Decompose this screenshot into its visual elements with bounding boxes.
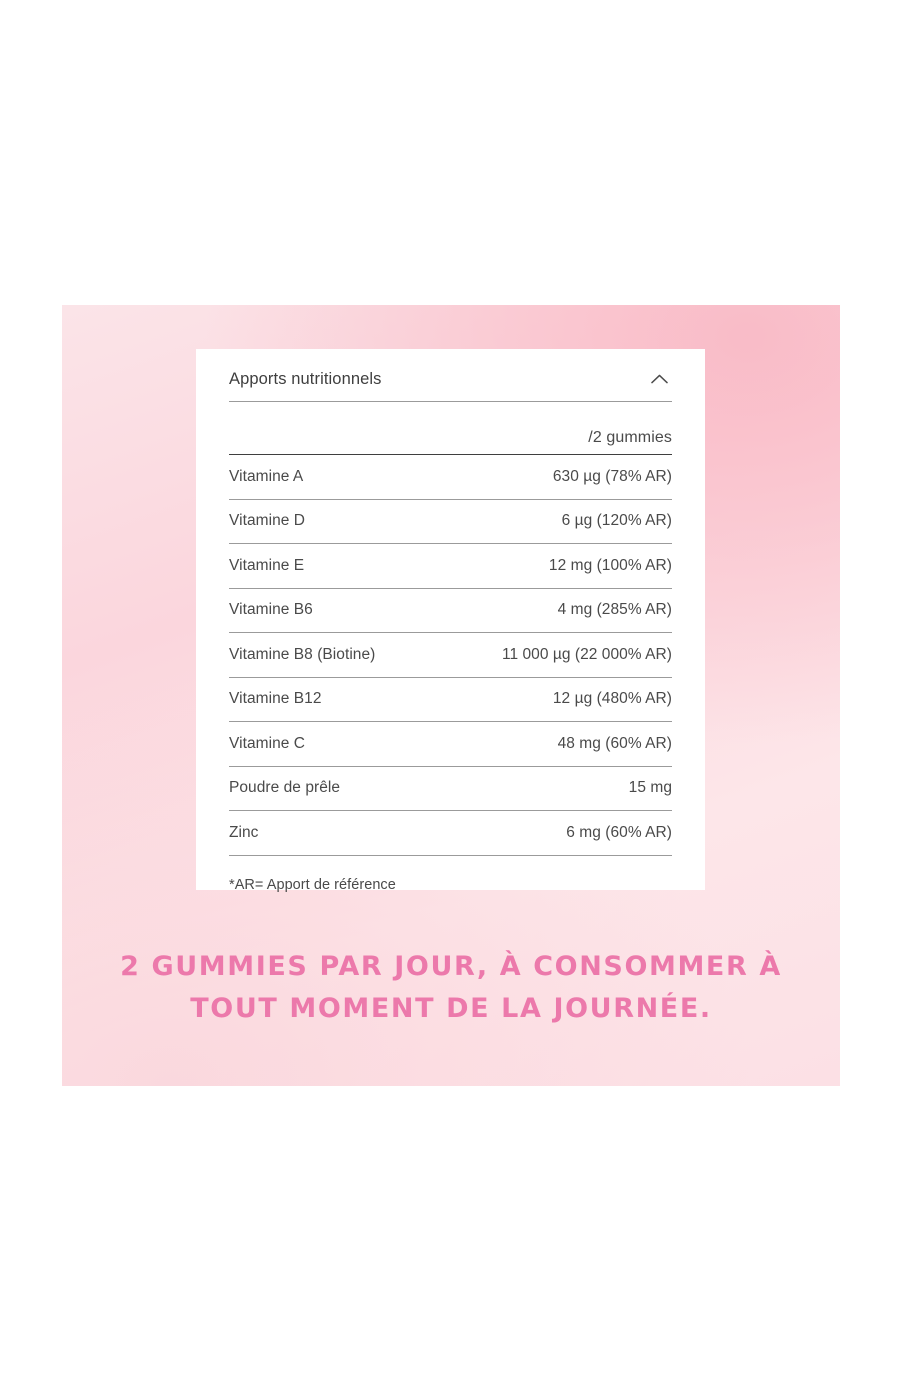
table-column-header-row	[229, 402, 672, 454]
nutrition-facts-card	[196, 349, 705, 893]
nutrient-value: 15 mg	[628, 779, 672, 797]
table-row	[229, 455, 672, 499]
nutrient-value: 11 000 µg (22 000% AR)	[501, 645, 672, 663]
nutrient-name: Zinc	[229, 823, 259, 841]
table-row	[229, 678, 672, 722]
nutrient-value: 4 mg (285% AR)	[557, 601, 672, 619]
table-row	[229, 544, 672, 588]
table-row	[229, 589, 672, 633]
nutrient-name: Vitamine E	[229, 556, 305, 574]
table-row	[229, 500, 672, 544]
table-footnote: *AR= Apport de référence	[229, 876, 396, 893]
nutrient-value: 12 µg (480% AR)	[552, 690, 672, 708]
value-column-header: /2 gummies	[588, 429, 672, 446]
nutrition-table-body	[229, 455, 672, 856]
table-row	[229, 811, 672, 855]
nutrient-name: Vitamine B6	[229, 601, 313, 619]
table-row	[229, 722, 672, 766]
nutrient-value: 6 µg (120% AR)	[561, 512, 672, 530]
chevron-up-icon[interactable]	[646, 366, 672, 392]
nutrient-name: Vitamine D	[229, 512, 306, 530]
table-row	[229, 767, 672, 811]
nutrient-name: Vitamine C	[229, 734, 306, 752]
nutrient-value: 630 µg (78% AR)	[552, 467, 672, 485]
accordion-header-nutrition[interactable]	[229, 349, 672, 401]
table-row	[229, 633, 672, 677]
nutrient-value: 48 mg (60% AR)	[557, 734, 672, 752]
nutrient-name: Vitamine B8 (Biotine)	[229, 645, 376, 663]
nutrient-value: 6 mg (60% AR)	[566, 823, 672, 841]
nutrient-value: 12 mg (100% AR)	[548, 556, 672, 574]
usage-instruction-headline: 2 GUMMIES PAR JOUR, À CONSOMMER À TOUT MOMENT DE LA JOURNÉE.	[120, 951, 782, 1024]
nutrient-name: Poudre de prêle	[229, 779, 341, 797]
nutrient-name: Vitamine A	[229, 467, 304, 485]
product-pink-panel	[62, 305, 840, 1086]
accordion-title: Apports nutritionnels	[229, 369, 382, 388]
nutrient-name: Vitamine B12	[229, 690, 322, 708]
